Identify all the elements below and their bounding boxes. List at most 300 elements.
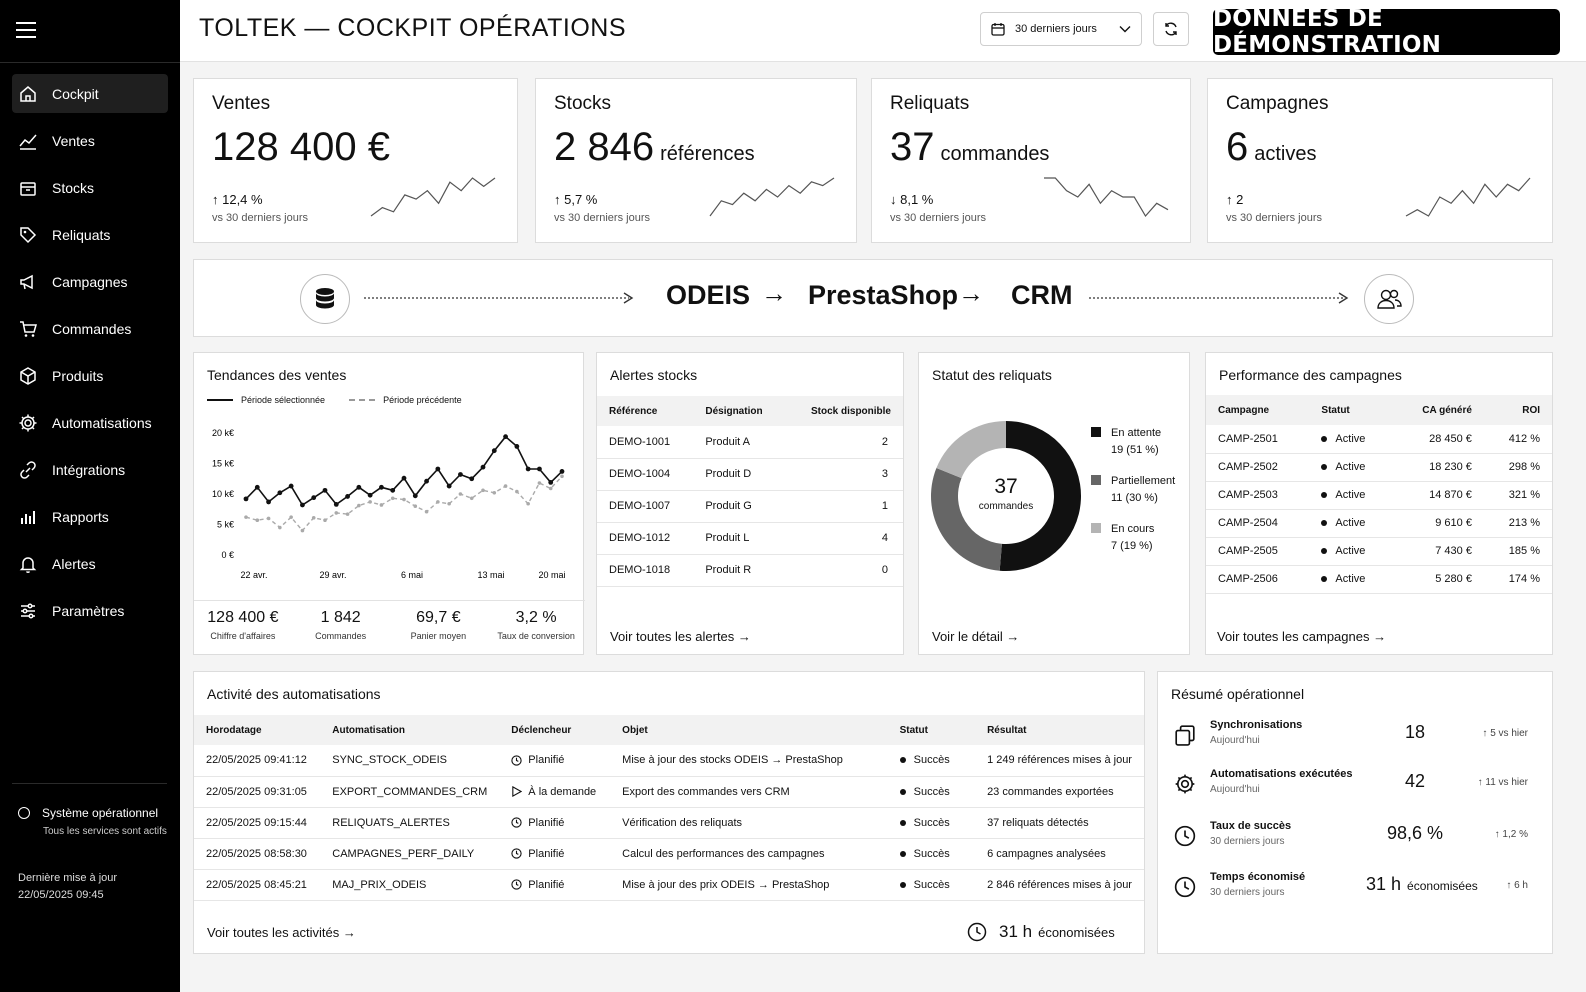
status-dot bbox=[1321, 548, 1327, 554]
summary-metric-value: 1 842 bbox=[320, 609, 361, 626]
sliders-icon bbox=[18, 601, 38, 621]
cell-text: 321 % bbox=[1508, 489, 1540, 501]
cell-text: 22/05/2025 09:31:05 bbox=[206, 785, 307, 798]
sidebar bbox=[0, 0, 180, 992]
legend-previous: Période précédente bbox=[383, 395, 462, 405]
bars-icon bbox=[18, 507, 38, 527]
table-cell: Produit R bbox=[693, 554, 785, 586]
flow-step-prestashop: PrestaShop bbox=[808, 280, 959, 310]
column-header: Horodatage bbox=[194, 715, 320, 745]
summary-item bbox=[1158, 716, 1552, 760]
cell-text: CAMP-2502 bbox=[1218, 461, 1278, 473]
status-dot bbox=[900, 820, 906, 826]
data-point-selected bbox=[402, 476, 407, 481]
table-cell bbox=[1484, 481, 1552, 509]
box-icon bbox=[18, 178, 38, 198]
sidebar-item-commandes[interactable] bbox=[12, 309, 168, 348]
kpi-sparkline bbox=[1404, 175, 1532, 219]
data-point-selected bbox=[277, 490, 282, 495]
table-row[interactable] bbox=[194, 869, 1144, 900]
status-dot bbox=[900, 882, 906, 888]
table-row[interactable] bbox=[597, 522, 903, 554]
clock-icon bbox=[1174, 825, 1196, 847]
flow-step-odeis: ODEIS bbox=[666, 280, 751, 310]
home-icon bbox=[18, 84, 38, 104]
table-cell bbox=[610, 838, 887, 869]
legend-item bbox=[1091, 425, 1175, 459]
summary-item-title: Synchronisations bbox=[1210, 719, 1303, 731]
data-point-selected bbox=[356, 485, 361, 490]
summary-item-title: Taux de succès bbox=[1210, 820, 1292, 832]
kpi-value: 6 bbox=[1226, 125, 1249, 169]
legend-detail: 19 (51 %) bbox=[1111, 444, 1159, 456]
sidebar-item-label: Automatisations bbox=[52, 414, 152, 431]
table-cell: 1 bbox=[785, 490, 903, 522]
data-point-previous bbox=[560, 475, 564, 479]
data-point-previous bbox=[346, 512, 350, 516]
table-cell: Produit L bbox=[693, 522, 785, 554]
table-cell bbox=[1393, 453, 1484, 481]
table-cell bbox=[1309, 481, 1393, 509]
table-cell bbox=[610, 776, 887, 807]
table-cell bbox=[1484, 425, 1552, 453]
sidebar-item-label: Intégrations bbox=[52, 461, 126, 478]
data-point-previous bbox=[470, 496, 474, 500]
table-cell bbox=[610, 869, 887, 900]
table-cell bbox=[1309, 537, 1393, 565]
x-tick-label: 29 avr. bbox=[319, 570, 347, 580]
sales-trend-panel bbox=[193, 352, 584, 655]
legend-item bbox=[1091, 521, 1175, 555]
cell-text: 22/05/2025 08:58:30 bbox=[206, 847, 307, 860]
cell-text: Planifié bbox=[528, 816, 565, 829]
summary-item-value: 42 bbox=[1404, 771, 1426, 791]
cell-text: MAJ_PRIX_ODEIS bbox=[332, 878, 427, 891]
table-cell bbox=[975, 807, 1144, 838]
table-cell bbox=[1206, 537, 1309, 565]
kpi-sparkline bbox=[1042, 175, 1170, 219]
table-row[interactable] bbox=[194, 776, 1144, 807]
summary-item-subtitle: Aujourd'hui bbox=[1210, 735, 1260, 746]
table-row[interactable] bbox=[597, 490, 903, 522]
kpi-delta: ↑ 2 bbox=[1226, 192, 1244, 207]
cell-text: Succès bbox=[913, 785, 950, 798]
cell-text: 298 % bbox=[1508, 461, 1540, 473]
cell-text: EXPORT_COMMANDES_CRM bbox=[332, 785, 488, 798]
gear-icon bbox=[18, 413, 38, 433]
summary-item-value: 31 h bbox=[1366, 874, 1402, 894]
cell-text: 7 430 € bbox=[1435, 545, 1472, 557]
sales-summary bbox=[194, 600, 585, 655]
summary-metric-label: Chiffre d'affaires bbox=[210, 631, 276, 641]
summary-item-delta: ↑ 1,2 % bbox=[1494, 829, 1528, 840]
table-cell: Produit A bbox=[693, 426, 785, 458]
sidebar-item-label: Commandes bbox=[52, 320, 132, 337]
time-saved-label: économisées bbox=[1038, 924, 1115, 940]
clock-icon bbox=[967, 922, 987, 942]
data-point-previous bbox=[267, 517, 271, 521]
cell-text: 22/05/2025 09:41:12 bbox=[206, 754, 307, 767]
data-point-selected bbox=[323, 488, 328, 493]
data-point-previous bbox=[244, 515, 248, 519]
series-line-previous bbox=[246, 476, 562, 530]
sidebar-item-label: Rapports bbox=[52, 508, 109, 525]
column-header: Campagne bbox=[1206, 395, 1309, 425]
sidebar-item-produits[interactable] bbox=[12, 356, 168, 395]
cell-text: Active bbox=[1335, 432, 1366, 445]
cell-text: CAMPAGNES_PERF_DAILY bbox=[332, 847, 475, 860]
status-subtitle: Tous les services sont actifs bbox=[43, 826, 167, 837]
sidebar-item-automatisations[interactable] bbox=[12, 403, 168, 442]
summary-item-delta: ↑ 11 vs hier bbox=[1477, 777, 1528, 788]
legend-swatch bbox=[1091, 523, 1101, 533]
summary-item bbox=[1158, 868, 1552, 912]
cell-text: Active bbox=[1335, 461, 1366, 473]
cell-text: 22/05/2025 09:15:44 bbox=[206, 816, 307, 829]
operational-summary-panel bbox=[1157, 671, 1553, 954]
table-cell bbox=[1393, 509, 1484, 537]
calendar-icon bbox=[991, 22, 1005, 36]
data-point-selected bbox=[458, 472, 463, 477]
kpi-value-row bbox=[212, 125, 390, 170]
table-row[interactable] bbox=[1206, 425, 1552, 453]
y-tick-label: 0 € bbox=[221, 550, 234, 560]
table-row[interactable] bbox=[1206, 537, 1552, 565]
sidebar-item-reliquats[interactable] bbox=[12, 215, 168, 254]
cell-text: 37 reliquats détectés bbox=[987, 816, 1089, 829]
data-point-previous bbox=[357, 504, 361, 508]
table-cell bbox=[1206, 565, 1309, 593]
sidebar-item-paramètres[interactable] bbox=[12, 591, 168, 630]
status-dot bbox=[900, 757, 906, 763]
clock-icon bbox=[511, 848, 522, 859]
summary-metric bbox=[292, 601, 390, 655]
data-point-previous bbox=[459, 492, 463, 496]
table-cell bbox=[1393, 481, 1484, 509]
play-icon bbox=[511, 786, 522, 797]
legend-label: En attente bbox=[1111, 427, 1162, 439]
data-point-selected bbox=[503, 434, 508, 439]
cell-text: Planifié bbox=[528, 754, 565, 767]
cube-icon bbox=[18, 366, 38, 386]
column-header: Désignation bbox=[693, 396, 785, 426]
sidebar-item-campagnes[interactable] bbox=[12, 262, 168, 301]
kpi-card-ventes[interactable] bbox=[193, 78, 518, 243]
cell-text: CAMP-2503 bbox=[1218, 489, 1278, 501]
data-point-selected bbox=[390, 488, 395, 493]
legend-text bbox=[1111, 473, 1175, 507]
sidebar-item-label: Cockpit bbox=[52, 85, 99, 102]
kpi-sparkline bbox=[369, 175, 497, 219]
cell-text: 23 commandes exportées bbox=[987, 785, 1114, 798]
sidebar-item-stocks[interactable] bbox=[12, 168, 168, 207]
legend-detail: 11 (30 %) bbox=[1111, 492, 1158, 504]
table-cell bbox=[888, 807, 975, 838]
data-point-previous bbox=[402, 498, 406, 502]
table-cell bbox=[1206, 509, 1309, 537]
table-cell bbox=[888, 776, 975, 807]
status-dot bbox=[900, 789, 906, 795]
data-point-selected bbox=[289, 484, 294, 489]
column-header: ROI bbox=[1484, 395, 1552, 425]
data-point-previous bbox=[492, 491, 496, 495]
summary-metric-label: Taux de conversion bbox=[497, 631, 575, 641]
data-point-selected bbox=[345, 494, 350, 499]
table-cell bbox=[1309, 509, 1393, 537]
data-point-selected bbox=[514, 444, 519, 449]
kpi-comparison: vs 30 derniers jours bbox=[1226, 212, 1322, 224]
table-cell: 2 bbox=[785, 426, 903, 458]
table-cell bbox=[1484, 509, 1552, 537]
database-icon bbox=[300, 274, 350, 324]
cell-text: CAMP-2506 bbox=[1218, 573, 1278, 585]
sidebar-divider bbox=[12, 783, 167, 784]
flow-arrow: → bbox=[761, 278, 787, 308]
table-row[interactable] bbox=[597, 458, 903, 490]
cell-text: SYNC_STOCK_ODEIS bbox=[332, 754, 447, 767]
table-row[interactable] bbox=[194, 807, 1144, 838]
data-point-selected bbox=[255, 485, 260, 490]
page-title: TOLTEK — COCKPIT OPÉRATIONS bbox=[199, 14, 627, 42]
table-cell bbox=[320, 869, 499, 900]
menu-icon[interactable] bbox=[16, 22, 36, 38]
status-circle-icon bbox=[18, 807, 30, 819]
flow-arrow: → bbox=[958, 278, 984, 308]
cell-text: CAMP-2505 bbox=[1218, 545, 1278, 557]
table-cell bbox=[194, 838, 320, 869]
summary-metric-value: 3,2 % bbox=[515, 609, 557, 626]
view-all-activities-link[interactable]: Voir toutes les activités → bbox=[207, 925, 356, 940]
table-cell bbox=[1309, 565, 1393, 593]
panel-title: Alertes stocks bbox=[610, 367, 698, 383]
column-header: Statut bbox=[888, 715, 975, 745]
column-header: Stock disponible bbox=[785, 396, 903, 426]
sales-trend-chart bbox=[194, 415, 585, 590]
kpi-delta: ↓ 8,1 % bbox=[890, 192, 934, 207]
time-saved bbox=[967, 922, 1115, 942]
y-tick-label: 10 k€ bbox=[211, 489, 234, 499]
clock-icon bbox=[511, 755, 522, 766]
table-row[interactable] bbox=[597, 554, 903, 586]
table-cell: 3 bbox=[785, 458, 903, 490]
table-cell bbox=[975, 869, 1144, 900]
cell-text: Succès bbox=[913, 878, 950, 891]
gear-icon bbox=[1174, 773, 1196, 795]
sidebar-item-rapports[interactable] bbox=[12, 497, 168, 536]
summary-metric-value: 128 400 € bbox=[207, 609, 279, 626]
cell-text: Planifié bbox=[528, 878, 565, 891]
table-cell bbox=[1206, 481, 1309, 509]
summary-item-value-row bbox=[1358, 771, 1472, 792]
x-tick-label: 22 avr. bbox=[240, 570, 268, 580]
data-point-previous bbox=[255, 518, 259, 522]
cell-text: 185 % bbox=[1508, 545, 1540, 557]
link-icon bbox=[18, 460, 38, 480]
table-row[interactable] bbox=[194, 838, 1144, 869]
sidebar-divider bbox=[0, 62, 180, 63]
sidebar-item-intégrations[interactable] bbox=[12, 450, 168, 489]
table-cell bbox=[888, 745, 975, 776]
table-cell bbox=[320, 838, 499, 869]
data-point-previous bbox=[481, 489, 485, 493]
sidebar-item-label: Produits bbox=[52, 367, 104, 384]
data-point-previous bbox=[380, 503, 384, 507]
cart-icon bbox=[18, 319, 38, 339]
data-point-selected bbox=[481, 465, 486, 470]
table-cell: 4 bbox=[785, 522, 903, 554]
column-header: Déclencheur bbox=[499, 715, 610, 745]
y-tick-label: 15 k€ bbox=[211, 458, 234, 469]
automations-table bbox=[194, 715, 1144, 901]
table-cell bbox=[194, 745, 320, 776]
data-point-selected bbox=[560, 469, 565, 474]
backorders-panel bbox=[918, 352, 1190, 655]
sidebar-nav bbox=[0, 74, 180, 638]
chevron-down-icon bbox=[1119, 25, 1131, 33]
data-point-previous bbox=[526, 502, 530, 506]
legend-swatch bbox=[1091, 475, 1101, 485]
cell-text: RELIQUATS_ALERTES bbox=[332, 816, 450, 829]
view-all-alerts-link[interactable]: Voir toutes les alertes → bbox=[610, 629, 751, 644]
table-cell bbox=[1393, 537, 1484, 565]
date-range-select[interactable] bbox=[980, 12, 1142, 46]
panel-title: Statut des reliquats bbox=[932, 367, 1052, 383]
data-point-previous bbox=[515, 490, 519, 494]
data-point-selected bbox=[537, 467, 542, 472]
kpi-card-reliquats[interactable] bbox=[871, 78, 1191, 243]
table-cell bbox=[1309, 425, 1393, 453]
legend-text bbox=[1111, 425, 1161, 459]
data-point-selected bbox=[548, 480, 553, 485]
table-row[interactable] bbox=[194, 745, 1144, 776]
status-dot bbox=[900, 851, 906, 857]
refresh-icon bbox=[1163, 21, 1179, 37]
table-row[interactable] bbox=[1206, 565, 1552, 593]
table-cell bbox=[499, 776, 610, 807]
table-cell bbox=[320, 776, 499, 807]
cell-text: 6 campagnes analysées bbox=[987, 847, 1106, 860]
data-point-selected bbox=[469, 476, 474, 481]
kpi-card-campagnes[interactable] bbox=[1207, 78, 1553, 243]
flow-step-crm: CRM bbox=[1011, 280, 1073, 310]
summary-metric-label: Commandes bbox=[315, 631, 367, 641]
table-cell bbox=[499, 807, 610, 838]
cell-text: 9 610 € bbox=[1435, 517, 1472, 529]
cell-text: 1 249 références mises à jour bbox=[987, 754, 1132, 767]
column-header: Objet bbox=[610, 715, 887, 745]
cell-text: À la demande bbox=[528, 785, 597, 798]
status-dot bbox=[1321, 492, 1327, 498]
view-details-link[interactable]: Voir le détail → bbox=[932, 629, 1020, 644]
data-point-previous bbox=[323, 518, 327, 522]
status-dot bbox=[1321, 576, 1327, 582]
view-all-campaigns-link[interactable]: Voir toutes les campagnes → bbox=[1217, 629, 1387, 644]
table-cell: DEMO-1004 bbox=[597, 458, 693, 490]
table-row[interactable] bbox=[1206, 509, 1552, 537]
table-cell bbox=[194, 776, 320, 807]
legend-detail: 7 (19 %) bbox=[1111, 540, 1153, 552]
data-point-previous bbox=[278, 526, 282, 530]
kpi-sparkline bbox=[708, 175, 836, 219]
table-cell bbox=[320, 745, 499, 776]
legend-swatch-selected bbox=[207, 399, 233, 401]
summary-metric-label: Panier moyen bbox=[410, 631, 467, 641]
summary-item-subtitle: Aujourd'hui bbox=[1210, 784, 1260, 795]
sidebar-item-alertes[interactable] bbox=[12, 544, 168, 583]
donut-slice bbox=[936, 421, 1006, 478]
summary-metric bbox=[194, 601, 292, 655]
table-row[interactable] bbox=[1206, 481, 1552, 509]
campaigns-table bbox=[1206, 395, 1552, 594]
sidebar-item-cockpit[interactable] bbox=[12, 74, 168, 113]
donut-center bbox=[931, 475, 1081, 512]
data-point-previous bbox=[334, 511, 338, 515]
kpi-value: 2 846 bbox=[554, 125, 655, 169]
summary-metric bbox=[390, 601, 488, 655]
data-point-selected bbox=[379, 485, 384, 490]
table-cell bbox=[610, 807, 887, 838]
table-cell: DEMO-1018 bbox=[597, 554, 693, 586]
table-cell bbox=[1393, 425, 1484, 453]
table-cell: DEMO-1012 bbox=[597, 522, 693, 554]
sidebar-item-ventes[interactable] bbox=[12, 121, 168, 160]
cell-text: Active bbox=[1335, 573, 1366, 585]
date-range-label: 30 derniers jours bbox=[1015, 23, 1097, 35]
cell-text: CAMP-2504 bbox=[1218, 517, 1278, 529]
data-point-selected bbox=[334, 502, 339, 507]
table-cell bbox=[975, 745, 1144, 776]
table-cell bbox=[888, 838, 975, 869]
cell-text: Active bbox=[1335, 489, 1366, 501]
summary-item-delta: ↑ 6 h bbox=[1506, 880, 1528, 891]
sidebar-item-label: Paramètres bbox=[52, 602, 125, 619]
summary-item-unit: économisées bbox=[1407, 879, 1478, 893]
demo-data-badge: DONNÉES DE DÉMONSTRATION bbox=[1213, 9, 1560, 55]
legend-label: Partiellement bbox=[1111, 475, 1176, 487]
cell-text: Calcul des performances des campagnes bbox=[622, 847, 825, 860]
data-point-selected bbox=[413, 493, 418, 498]
data-point-previous bbox=[425, 510, 429, 514]
table-row[interactable] bbox=[1206, 453, 1552, 481]
kpi-card-stocks[interactable] bbox=[535, 78, 857, 243]
table-cell bbox=[499, 745, 610, 776]
summary-item-value-row bbox=[1366, 874, 1478, 895]
table-cell bbox=[610, 745, 887, 776]
summary-item-value-row bbox=[1358, 722, 1472, 743]
status-dot bbox=[1321, 436, 1327, 442]
table-cell: DEMO-1007 bbox=[597, 490, 693, 522]
cell-text: Active bbox=[1335, 517, 1366, 529]
integration-flow bbox=[193, 259, 1553, 337]
kpi-delta: ↑ 5,7 % bbox=[554, 192, 598, 207]
table-cell bbox=[499, 869, 610, 900]
table-row[interactable] bbox=[597, 426, 903, 458]
kpi-delta: ↑ 12,4 % bbox=[212, 192, 263, 207]
data-point-selected bbox=[492, 448, 497, 453]
table-cell bbox=[320, 807, 499, 838]
campaigns-panel bbox=[1205, 352, 1553, 655]
refresh-button[interactable] bbox=[1153, 12, 1189, 46]
data-point-previous bbox=[391, 496, 395, 500]
table-cell bbox=[1484, 453, 1552, 481]
system-status bbox=[18, 806, 178, 837]
cell-text: Succès bbox=[913, 847, 950, 860]
time-saved-value: 31 h bbox=[999, 922, 1033, 941]
cell-text: 18 230 € bbox=[1429, 461, 1472, 473]
data-point-previous bbox=[549, 487, 553, 491]
x-tick-label: 20 mai bbox=[538, 570, 566, 580]
cell-text: Succès bbox=[913, 816, 950, 829]
